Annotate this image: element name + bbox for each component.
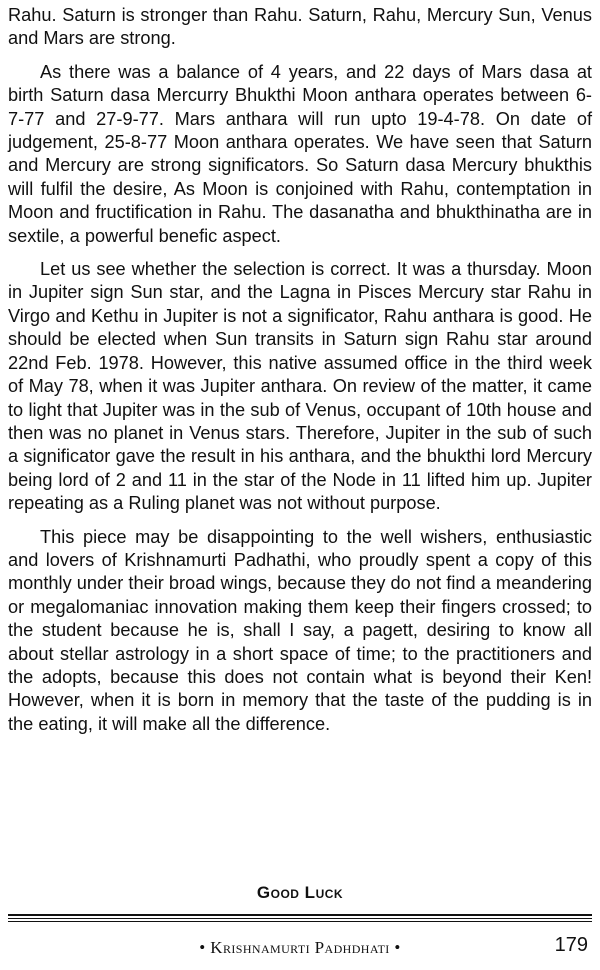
journal-title: • Krishnamurti Padhdhati •	[199, 938, 401, 957]
page-footer	[8, 934, 592, 962]
footer-rule-thin-2	[8, 921, 592, 922]
footer-rule-thick	[8, 914, 592, 916]
paragraph-2: As there was a balance of 4 years, and 22 days of Mars dasa at birth Saturn dasa Mercurry Bhukthi Moon anthara operates between 6-7-77 and 27-9-77. Mars anthara will run upto 19-4-78. On date of judgement, 25-8-77 Moon anthara operates. We have seen that Saturn and Mercury are strong significators. So Saturn dasa Mercury bhukthis will fulfil the desire, As Moon is conjoined with Rahu, contemptation in Moon and fructification in Rahu. The dasanatha and bhukthinatha are in sextile, a powerful benefic aspect.	[8, 61, 592, 246]
paragraph-4: This piece may be disappointing to the well wishers, enthusiastic and lovers of Krishnamurti Padhathi, who proudly spent a copy of this monthly under their broad wings, because they do not find a meandering or megalomaniac innovation making them keep their fingers crossed; to the student because he is, shall I say, a pagett, desiring to know all about stellar astrology in a short space of time; to the practitioners and the adopts, because this does not contain what is beyond their Ken! However, when it is born in memory that the taste of the pudding is in the eating, it will make all the difference.	[8, 526, 592, 734]
closing-heading: Good Luck	[256, 883, 344, 902]
article-body	[8, 4, 592, 746]
page-number: 179	[554, 934, 588, 956]
paragraph-3: Let us see whether the selection is correct. It was a thursday. Moon in Jupiter sign Sun star, and the Lagna in Pisces Mercury star Rahu in Virgo and Kethu in Jupiter is not a significator, Rahu anthara is good. He should be elected when Sun transits in Saturn sign Rahu star around 22nd Feb. 1978. However, this native assumed office in the third week of May 78, when it was Jupiter anthara. On review of the matter, it came to light that Jupiter was in the sub of Venus, occupant of 10th house and then was no planet in Venus stars. Therefore, Jupiter in the sub of such a significator gave the result in his anthara, and the bhukthi lord Mercury being lord of 2 and 11 in the star of the Node in 11 lifted him up. Jupiter repeating as a Ruling planet was not without purpose.	[8, 259, 592, 514]
paragraph-1: Rahu. Saturn is stronger than Rahu. Saturn, Rahu, Mercury Sun, Venus and Mars are strong.	[8, 5, 592, 49]
footer-rule-thin	[8, 918, 592, 919]
